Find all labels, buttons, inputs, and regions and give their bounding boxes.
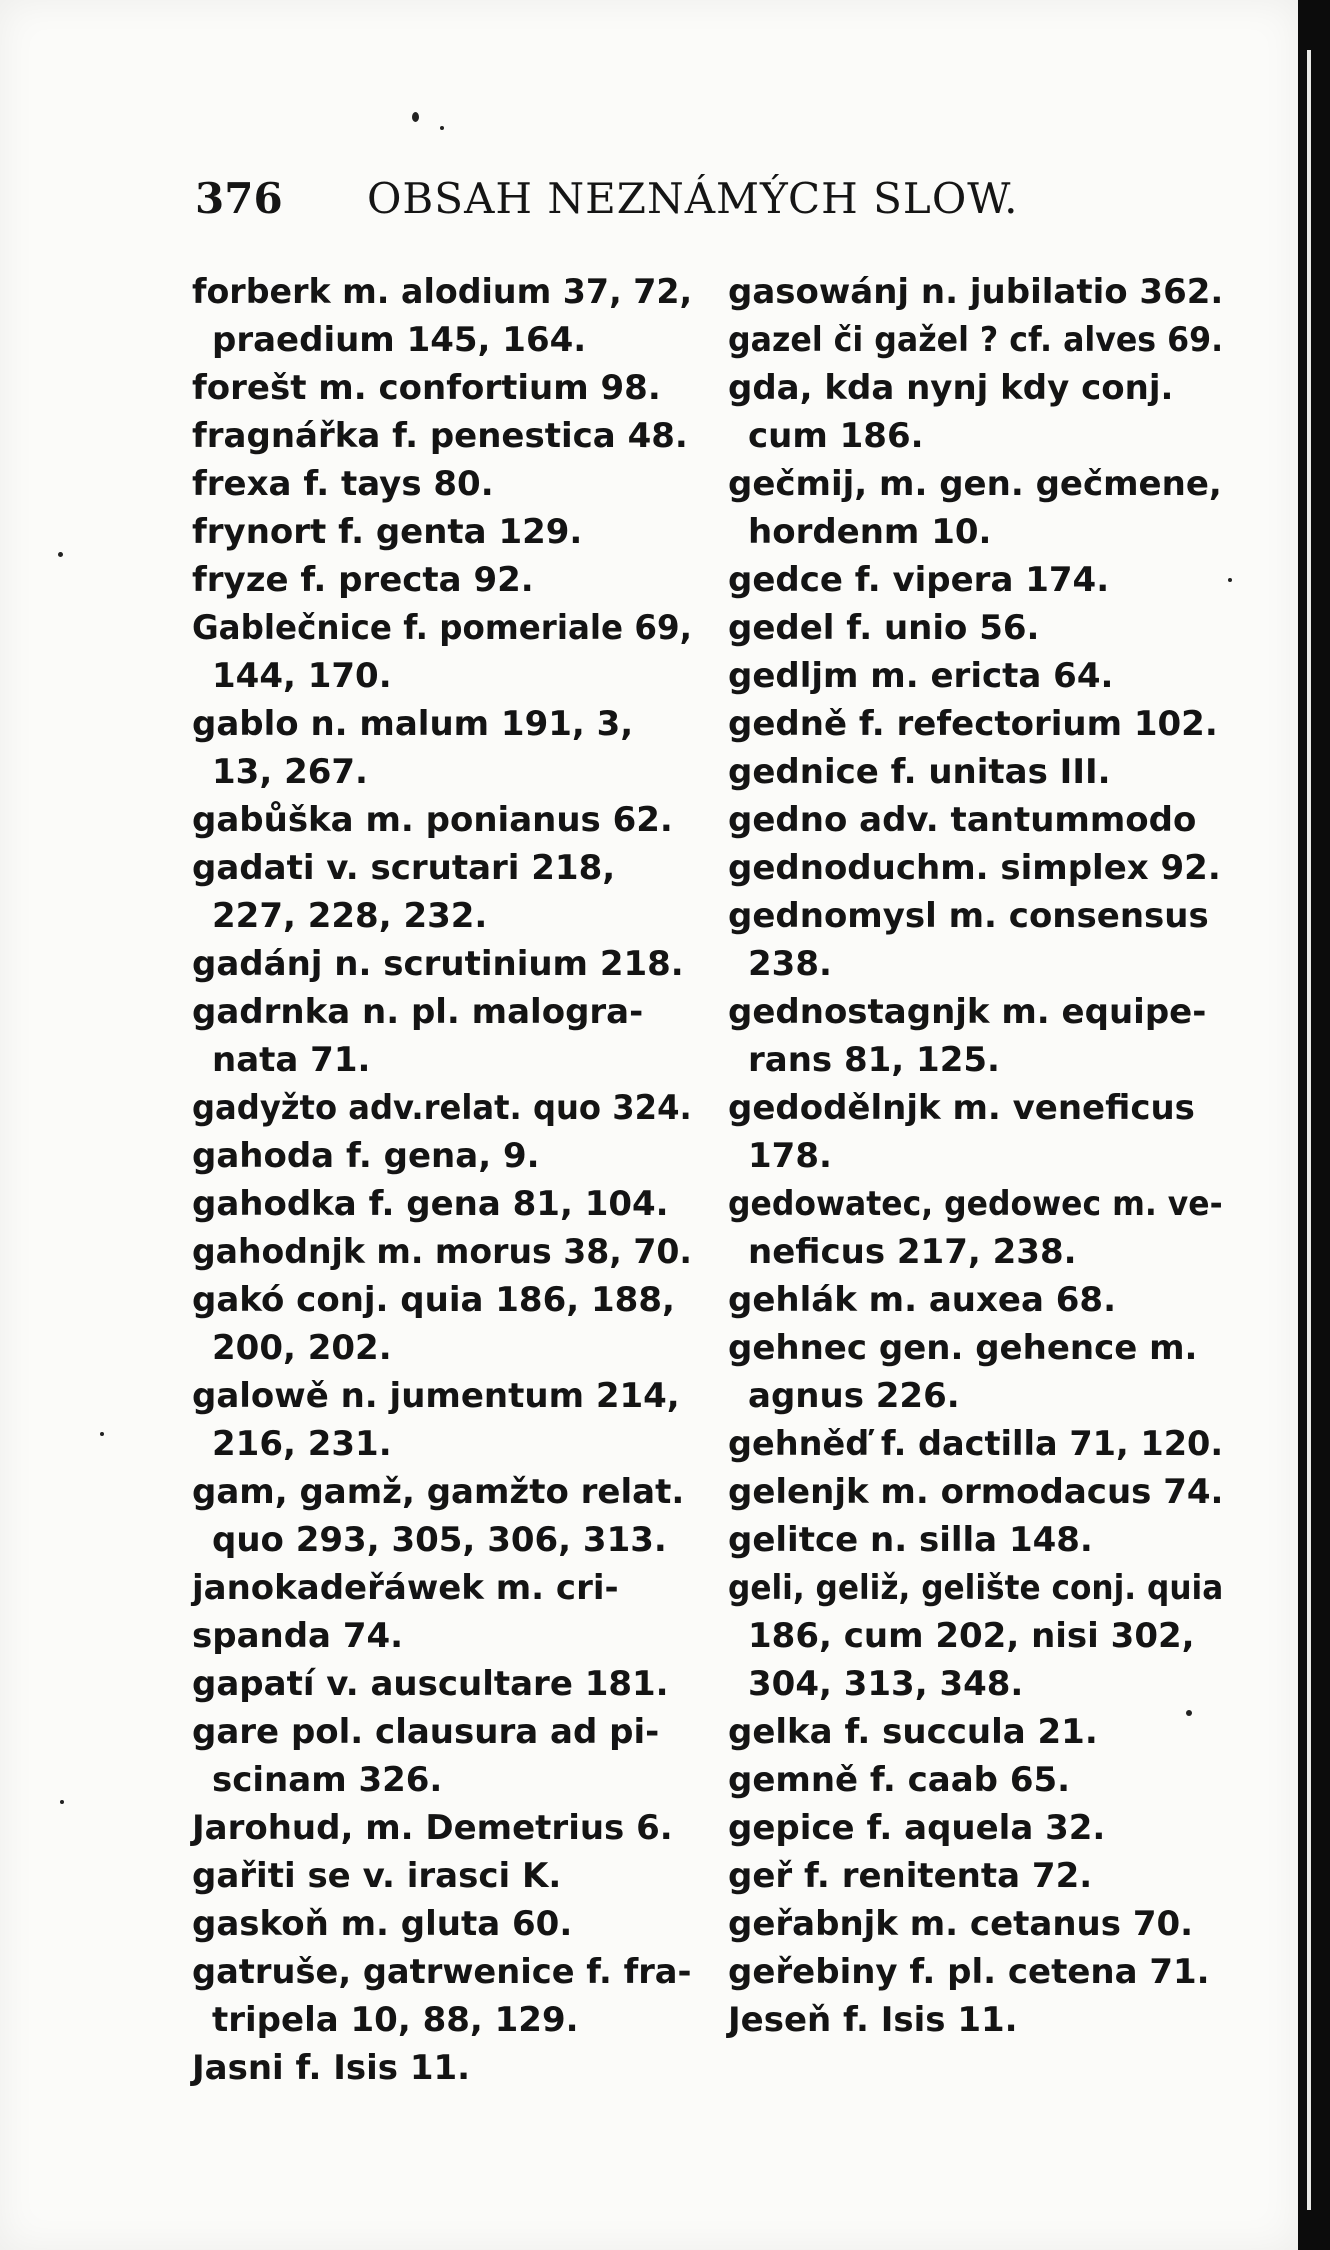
index-line: fryze f. precta 92.: [192, 560, 534, 600]
index-line: gelka f. succula 21.: [728, 1712, 1098, 1752]
index-line: gahodka f. gena 81, 104.: [192, 1184, 669, 1224]
right-column: [728, 268, 1223, 2044]
index-line: 304, 313, 348.: [748, 1664, 1024, 1704]
index-line: gablo n. malum 191, 3,: [192, 704, 634, 744]
index-line: gečmij, m. gen. gečmene,: [728, 464, 1222, 504]
index-line: gařiti se v. irasci K.: [192, 1856, 562, 1896]
index-line: gepice f. aquela 32.: [728, 1808, 1106, 1848]
index-line: gadati v. scrutari 218,: [192, 848, 616, 888]
index-line: gaskoň m. gluta 60.: [192, 1904, 573, 1944]
left-column: [192, 268, 692, 2092]
index-line: gehlák m. auxea 68.: [728, 1280, 1116, 1320]
index-line: gare pol. clausura ad pi-: [192, 1712, 660, 1752]
index-line: gadánj n. scrutinium 218.: [192, 944, 684, 984]
index-line: gam, gamž, gamžto relat.: [192, 1472, 685, 1512]
index-line: quo 293, 305, 306, 313.: [212, 1520, 667, 1560]
index-line: gakó conj. quia 186, 188,: [192, 1280, 675, 1320]
index-line: agnus 226.: [748, 1376, 960, 1416]
index-line: gelenjk m. ormodacus 74.: [728, 1472, 1224, 1512]
index-line: 216, 231.: [212, 1424, 392, 1464]
index-line: Jarohud, m. Demetrius 6.: [192, 1808, 673, 1848]
index-line: galowě n. jumentum 214,: [192, 1376, 680, 1416]
index-line: gedljm m. ericta 64.: [728, 656, 1114, 696]
index-line: frynort f. genta 129.: [192, 512, 583, 552]
scan-speck: [1186, 1710, 1192, 1716]
index-line: gedel f. unio 56.: [728, 608, 1040, 648]
index-line: cum 186.: [748, 416, 924, 456]
index-line: geř f. renitenta 72.: [728, 1856, 1093, 1896]
index-line: gednostagnjk m. equipe-: [728, 992, 1207, 1032]
index-line: gadyžto adv.relat. quo 324.: [192, 1088, 692, 1128]
scan-speck: [1228, 578, 1232, 582]
scan-edge: [1298, 0, 1330, 2250]
scan-speck: [440, 126, 444, 130]
index-line: geřabnjk m. cetanus 70.: [728, 1904, 1194, 1944]
index-line: gasowánj n. jubilatio 362.: [728, 272, 1224, 312]
index-line: frexa f. tays 80.: [192, 464, 494, 504]
index-line: fragnářka f. penestica 48.: [192, 416, 688, 456]
index-line: gazel či gažel ? cf. alves 69.: [728, 320, 1224, 360]
index-line: forberk m. alodium 37, 72,: [192, 272, 693, 312]
index-line: scinam 326.: [212, 1760, 443, 1800]
index-line: 200, 202.: [212, 1328, 392, 1368]
index-line: forešt m. confortium 98.: [192, 368, 661, 408]
index-line: neficus 217, 238.: [748, 1232, 1077, 1272]
index-line: geli, geliž, gelište conj. quia: [728, 1568, 1224, 1608]
index-line: gedce f. vipera 174.: [728, 560, 1110, 600]
index-line: gednoduchm. simplex 92.: [728, 848, 1221, 888]
index-line: gedowatec, gedowec m. ve-: [728, 1184, 1223, 1224]
index-line: gahodnjk m. morus 38, 70.: [192, 1232, 692, 1272]
scan-speck: [412, 112, 419, 122]
index-line: gatruše, gatrwenice f. fra-: [192, 1952, 692, 1992]
index-line: rans 81, 125.: [748, 1040, 1000, 1080]
scan-speck: [60, 1800, 64, 1804]
index-line: hordenm 10.: [748, 512, 992, 552]
index-line: spanda 74.: [192, 1616, 404, 1656]
page-header: [195, 170, 1019, 240]
scan-speck: [100, 1432, 104, 1436]
index-line: gedně f. refectorium 102.: [728, 704, 1218, 744]
index-line: 227, 228, 232.: [212, 896, 488, 936]
next-page-edge: [1307, 50, 1311, 2210]
index-line: praedium 145, 164.: [212, 320, 587, 360]
index-line: 144, 170.: [212, 656, 392, 696]
index-line: gednice f. unitas III.: [728, 752, 1111, 792]
index-line: geřebiny f. pl. cetena 71.: [728, 1952, 1210, 1992]
index-line: gahoda f. gena, 9.: [192, 1136, 540, 1176]
index-line: Jasni f. Isis 11.: [192, 2048, 471, 2088]
index-line: 186, cum 202, nisi 302,: [748, 1616, 1195, 1656]
index-line: gemně f. caab 65.: [728, 1760, 1071, 1800]
running-title: OBSAH NEZNÁMÝCH SLOW.: [367, 174, 1019, 223]
index-line: gedno adv. tantummodo: [728, 800, 1197, 840]
index-line: gda, kda nynj kdy conj.: [728, 368, 1174, 408]
scan-speck: [58, 552, 63, 557]
index-line: gapatí v. auscultare 181.: [192, 1664, 669, 1704]
index-line: Gablečnice f. pomeriale 69,: [192, 608, 692, 648]
index-line: janokadeřáwek m. cri-: [192, 1568, 619, 1608]
index-line: Jeseň f. Isis 11.: [728, 2000, 1018, 2040]
index-line: gadrnka n. pl. malogra-: [192, 992, 644, 1032]
index-line: 238.: [748, 944, 832, 984]
index-line: gelitce n. silla 148.: [728, 1520, 1093, 1560]
index-line: 178.: [748, 1136, 832, 1176]
index-line: tripela 10, 88, 129.: [212, 2000, 579, 2040]
index-line: gabůška m. ponianus 62.: [192, 800, 673, 840]
index-line: gehnec gen. gehence m.: [728, 1328, 1198, 1368]
index-line: nata 71.: [212, 1040, 371, 1080]
index-line: gedodělnjk m. veneficus: [728, 1088, 1195, 1128]
index-line: gehněď f. dactilla 71, 120.: [728, 1424, 1224, 1464]
index-line: 13, 267.: [212, 752, 368, 792]
index-line: gednomysl m. consensus: [728, 896, 1209, 936]
page-number: 376: [195, 174, 283, 223]
